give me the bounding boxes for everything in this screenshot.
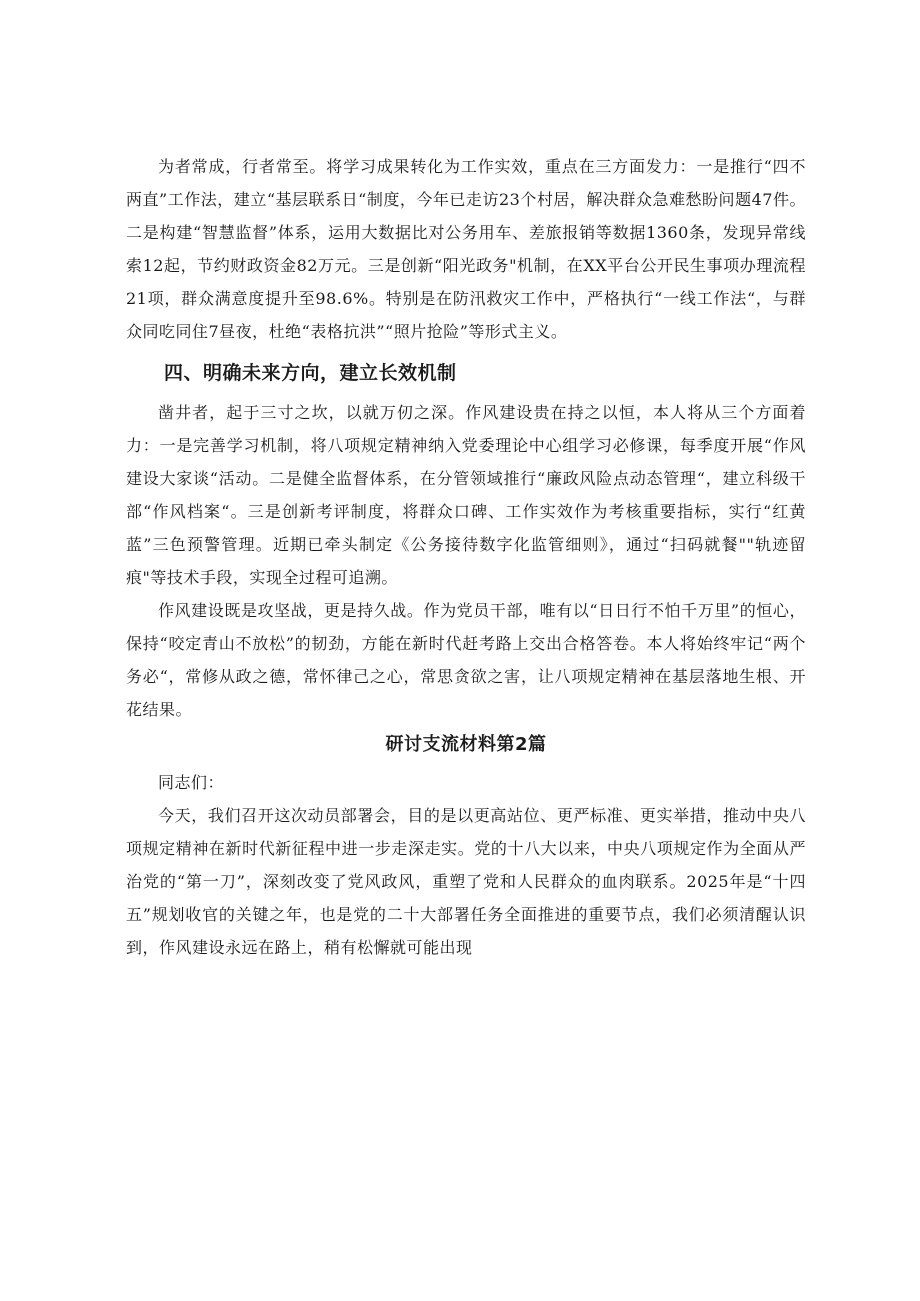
paragraph-long-term-mechanism: 凿井者，起于三寸之坎，以就万仞之深。作风建设贵在持之以恒，本人将从三个方面着力：一是完善学习机制，将八项规定精神纳入党委理论中心组学习必修课，每季度开展“作风建设大家谈“活动。二是健全监督体系，在分管领域推行“廉政风险点动态管理“，建立科级干部“作风档案“。三是创新考评制度，将群众口碑、工作实效作为考核重要指标，实行“红黄蓝”三色预警管理。近期已牵头制定《公务接待数字化监管细则》，通过“扫码就餐""轨迹留痕"等技术手段，实现全过程可追溯。 — [126, 403, 806, 587]
paragraph-conclusion: 作风建设既是攻坚战，更是持久战。作为党员干部，唯有以“日日行不怕千万里”的恒心，保持“咬定青山不放松”的韧劲，方能在新时代赶考路上交出合格答卷。本人将始终牢记“两个务必“，常修从政之德，常怀律己之心，常思贪欲之害，让八项规定精神在基层落地生根、开花结果。 — [126, 601, 806, 719]
salutation: 同志们： — [158, 773, 225, 792]
paragraph-work-results: 为者常成，行者常至。将学习成果转化为工作实效，重点在三方面发力：一是推行“四不两直”工作法，建立“基层联系日“制度，今年已走访23个村居，解决群众急难愁盼问题47件。二是构建“智慧监督”体系，运用大数据比对公务用车、差旅报销等数据1360条，发现异常线索12起，节约财政资金82万元。三是创新“阳光政务"机制，在XX平台公开民生事项办理流程21项，群众满意度提升至98.6%。特别是在防汛救灾工作中，严格执行“一线工作法“，与群众同吃同住7昼夜，杜绝“表格抗洪”“照片抢险”等形式主义。 — [126, 157, 806, 341]
paragraph-opening: 今天，我们召开这次动员部署会，目的是以更高站位、更严标准、更实举措，推动中央八项规定精神在新时代新征程中进一步走深走实。党的十八大以来，中央八项规定作为全面从严治党的“第一刀”，深刻改变了党风政风，重塑了党和人民群众的血肉联系。2025年是“十四五”规划收官的关键之年，也是党的二十大部署任务全面推进的重要节点，我们必须清醒认识到，作风建设永远在路上，稍有松懈就可能出现 — [126, 806, 806, 957]
document-title-part-2: 研讨支流材料第2篇 — [385, 734, 547, 755]
section-heading-4: 四、明确未来方向，建立长效机制 — [164, 362, 457, 384]
document-body — [126, 150, 806, 964]
